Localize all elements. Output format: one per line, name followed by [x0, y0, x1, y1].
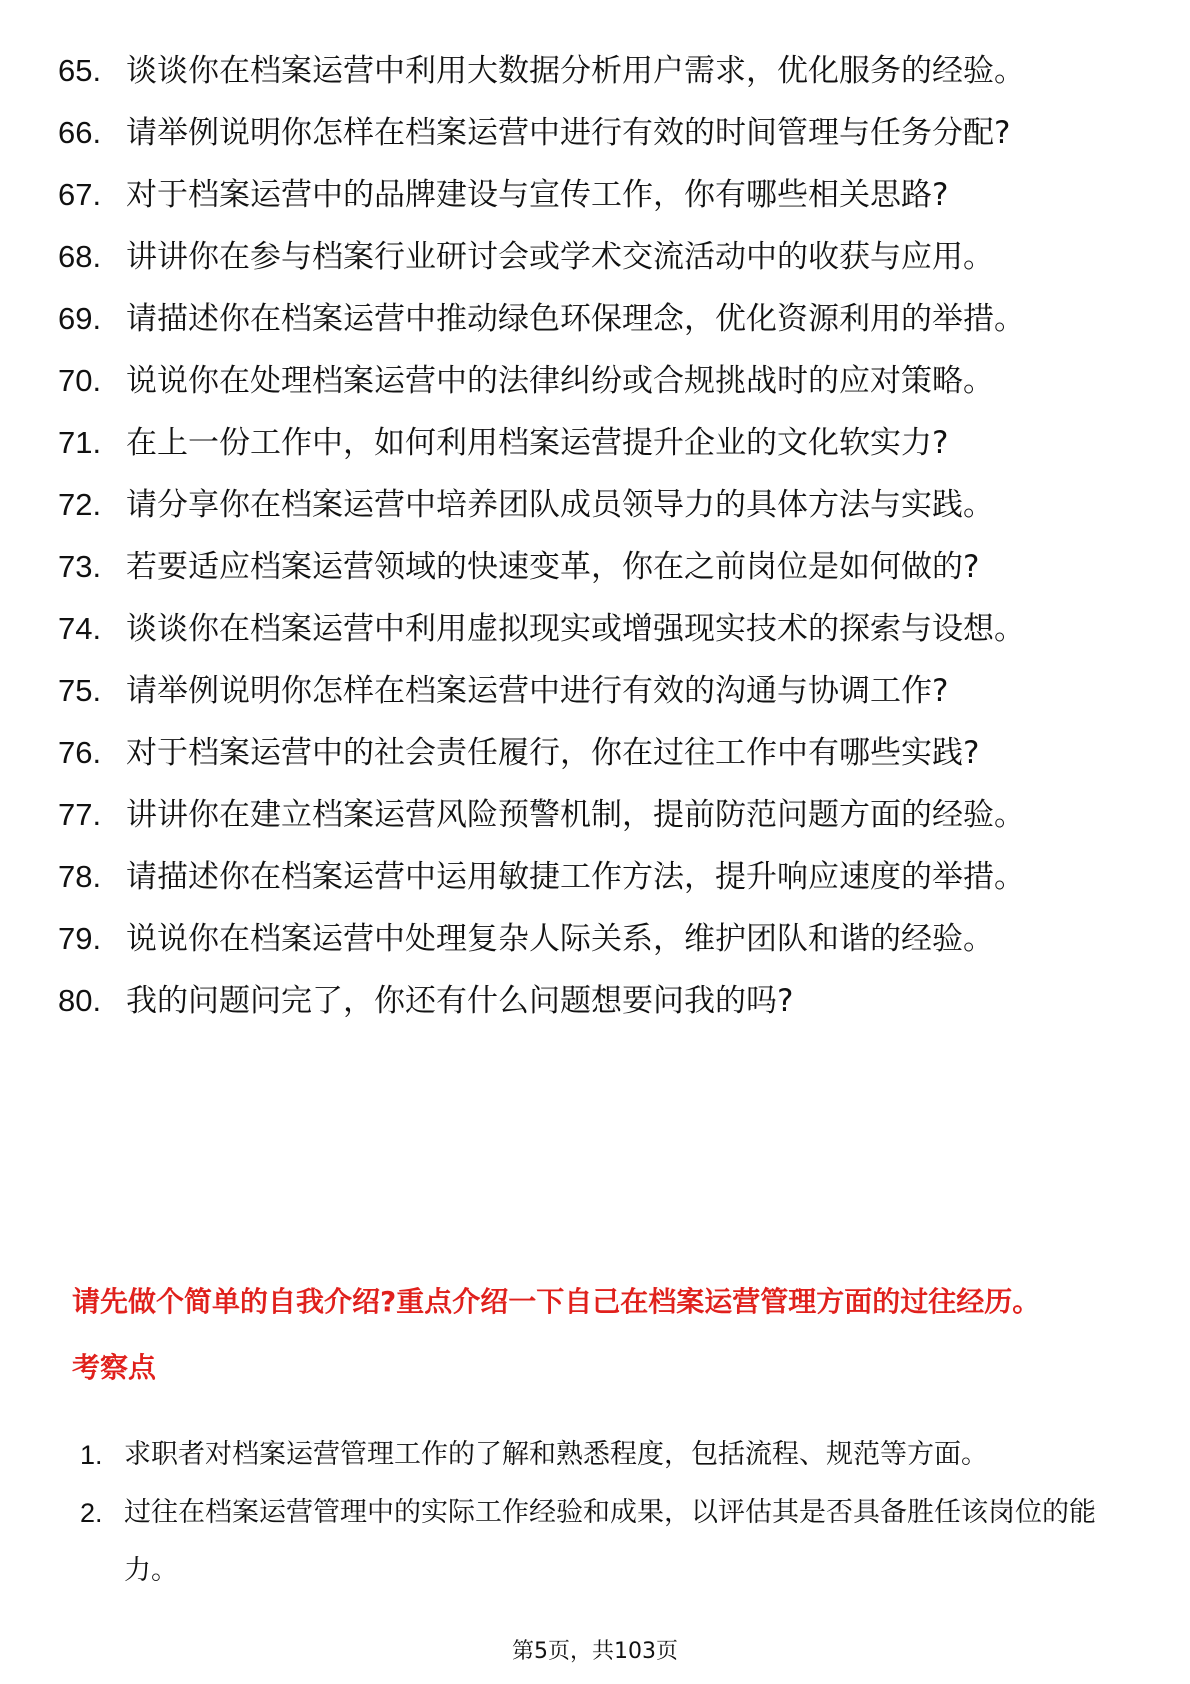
point-number: 2.	[80, 1498, 103, 1528]
question-item	[58, 918, 1118, 960]
question-item	[58, 174, 1118, 216]
assessment-point-list	[80, 1426, 1130, 1600]
question-number: 66.	[58, 115, 102, 150]
question-item	[58, 980, 1118, 1022]
question-list	[58, 50, 1118, 1042]
question-number: 73.	[58, 549, 102, 584]
question-item	[58, 608, 1118, 650]
question-text: 讲讲你在参与档案行业研讨会或学术交流活动中的收获与应用。	[126, 239, 994, 275]
question-number: 78.	[58, 859, 102, 894]
question-text: 请举例说明你怎样在档案运营中进行有效的时间管理与任务分配?	[126, 115, 1011, 151]
assessment-point	[80, 1426, 1130, 1484]
question-number: 71.	[58, 425, 102, 460]
question-number: 77.	[58, 797, 102, 832]
question-number: 74.	[58, 611, 102, 646]
question-text: 说说你在处理档案运营中的法律纠纷或合规挑战时的应对策略。	[126, 363, 994, 399]
question-text: 请举例说明你怎样在档案运营中进行有效的沟通与协调工作?	[126, 673, 949, 709]
question-number: 68.	[58, 239, 102, 274]
question-item	[58, 856, 1118, 898]
question-text: 对于档案运营中的社会责任履行，你在过往工作中有哪些实践?	[126, 735, 980, 771]
question-item	[58, 732, 1118, 774]
question-item	[58, 50, 1118, 92]
question-text: 谈谈你在档案运营中利用虚拟现实或增强现实技术的探索与设想。	[126, 611, 1025, 647]
question-text: 若要适应档案运营领域的快速变革，你在之前岗位是如何做的?	[126, 549, 980, 585]
question-text: 请描述你在档案运营中运用敏捷工作方法，提升响应速度的举措。	[126, 859, 1025, 895]
question-number: 80.	[58, 983, 102, 1018]
question-text: 请描述你在档案运营中推动绿色环保理念，优化资源利用的举措。	[126, 301, 1025, 337]
question-item	[58, 360, 1118, 402]
question-text: 在上一份工作中，如何利用档案运营提升企业的文化软实力?	[126, 425, 949, 461]
subheading-assessment-points: 考察点	[72, 1351, 157, 1384]
question-item	[58, 546, 1118, 588]
question-number: 75.	[58, 673, 102, 708]
question-text: 对于档案运营中的品牌建设与宣传工作，你有哪些相关思路?	[126, 177, 949, 213]
question-number: 67.	[58, 177, 102, 212]
question-number: 65.	[58, 53, 102, 88]
question-item	[58, 112, 1118, 154]
assessment-point	[80, 1484, 1130, 1600]
question-text: 讲讲你在建立档案运营风险预警机制，提前防范问题方面的经验。	[126, 797, 1025, 833]
question-text: 请分享你在档案运营中培养团队成员领导力的具体方法与实践。	[126, 487, 994, 523]
point-text: 过往在档案运营管理中的实际工作经验和成果，以评估其是否具备胜任该岗位的能力。	[124, 1497, 1096, 1586]
section-title: 请先做个简单的自我介绍?重点介绍一下自己在档案运营管理方面的过往经历。	[72, 1285, 1041, 1318]
question-item	[58, 670, 1118, 712]
question-number: 76.	[58, 735, 102, 770]
question-text: 谈谈你在档案运营中利用大数据分析用户需求，优化服务的经验。	[126, 53, 1025, 89]
point-text: 求职者对档案运营管理工作的了解和熟悉程度，包括流程、规范等方面。	[124, 1439, 988, 1470]
question-item	[58, 484, 1118, 526]
question-item	[58, 422, 1118, 464]
question-number: 70.	[58, 363, 102, 398]
question-number: 79.	[58, 921, 102, 956]
page-footer: 第5页，共103页	[512, 1639, 678, 1664]
question-text: 说说你在档案运营中处理复杂人际关系，维护团队和谐的经验。	[126, 921, 994, 957]
question-text: 我的问题问完了，你还有什么问题想要问我的吗?	[126, 983, 794, 1019]
question-item	[58, 236, 1118, 278]
question-item	[58, 298, 1118, 340]
question-item	[58, 794, 1118, 836]
point-number: 1.	[80, 1440, 103, 1470]
question-number: 72.	[58, 487, 102, 522]
question-number: 69.	[58, 301, 102, 336]
